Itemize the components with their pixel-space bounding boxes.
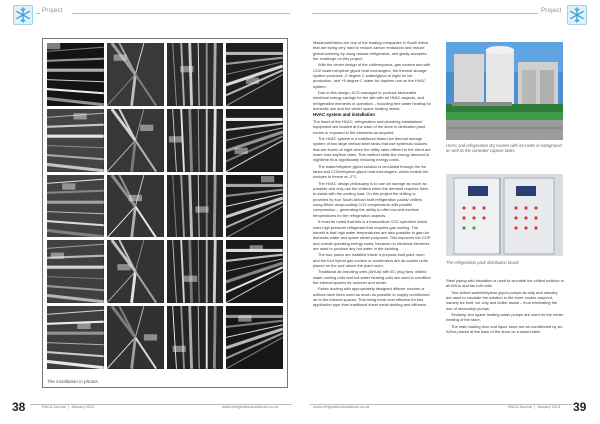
installation-photo	[47, 43, 104, 106]
installation-photo	[167, 175, 224, 238]
installation-photo	[107, 240, 164, 303]
installation-photo	[226, 43, 283, 106]
section-label-left: Project	[42, 8, 63, 14]
installation-photo	[226, 175, 283, 238]
installation-photo	[107, 175, 164, 238]
footer-website-left: www.refrigerationandaircon.co.za	[222, 405, 279, 409]
article-paragraph: The HVAC design philosophy is to use ice storage as much as possible and only use the chillers when the demand requires them to assist with the cooling load. On this project the chilling is provided by four South African built refrigeration packs/ chillers using Bitzer reciprocating CO2 compressors with parallel compression – generating the ability to offer low and medium temperatures for the refrigeration aspects.	[313, 180, 429, 218]
issue-date: January 2013	[71, 405, 95, 409]
section-heading: HVAC system and installation	[313, 112, 375, 118]
installation-photo	[167, 43, 224, 106]
installation-photo	[47, 240, 104, 303]
installation-photo	[226, 240, 283, 303]
section-label-right: Project	[541, 8, 562, 14]
article-paragraph: The main trading floor and liquor store are air-conditioned by six AHUs placed at the back of the store on a raised steel	[446, 323, 563, 335]
article-paragraph: Massmart/Makro are one of the leading companies in South Africa that are trying very hard to reduce carbon emissions and reduce global warming by using natural refrigerants, and gladly accepted the challenge on this project.	[313, 40, 429, 62]
footer-journal-left: RACA Journal | January 2013	[42, 405, 95, 409]
issue-date: January 2013	[537, 405, 561, 409]
article-paragraph: Similarly, two space heating water pumps are used for the winter heating of the store.	[446, 312, 564, 323]
article-paragraph: With the clever design of the chillers/packs, gas coolers and with CO2 /water-ethylene glycol heat exchangers, the thermal storage system produces -2 degree C water/glycol at night for ice production, and +5 degree C water for daytime use on the HVAC system.	[313, 62, 431, 89]
footer-website-right: www.refrigerationandaircon.co.za	[313, 405, 370, 409]
photo-grid	[47, 43, 283, 369]
installation-photo	[107, 109, 164, 172]
installation-photo	[47, 306, 104, 369]
snowflake-icon	[13, 5, 33, 25]
photo-caption-dry-coolers: HVAC and refrigeration dry coolers with ice tanks in background as well as the rainwater capture tanks.	[446, 143, 562, 153]
photo-gallery	[42, 38, 288, 388]
article-paragraph: Traditional air-handling units (AHUs) with EC plug fans, chilled water cooling coils and hot water heating coils are used to condition the internal spaces for summer and winter.	[313, 269, 431, 285]
article-paragraph: The four packs are installed inside a purpose-built plant room and the four hybrid gas coolers or condensers are air-cooled units placed on the roof above the plant room.	[313, 252, 428, 268]
header-rule-right-long	[312, 13, 538, 14]
installation-photo	[226, 306, 283, 369]
article-paragraph: The heart of the HVAC, refrigeration and plumbing installations' equipment are located at the back of the store in dedicated plant rooms or exposed to the elements as required.	[313, 118, 426, 135]
article-paragraph: Steel piping with insulation is used to circulate the chilled solution to all AHUs and fan coil units.	[446, 278, 564, 289]
article-paragraph: The water/ethylene glycol solution is circulated through the ice tanks and CO2/ethylene glycol heat exchangers, which enable the nodules to freeze at -2°C.	[313, 163, 429, 180]
distribution-board-photo	[446, 174, 563, 256]
installation-photo	[167, 109, 224, 172]
snowflake-icon	[567, 5, 587, 25]
article-paragraph: Due to this design, ACS managed to produce favourable electrical energy savings for the site with all HVAC aspects, and refrigeration elements in operation – including free water heating for domestic use and the winter space heating needs.	[313, 90, 431, 112]
footer-journal-right: RACA Journal | January 2013	[508, 405, 561, 409]
journal-name: RACA Journal	[508, 405, 532, 409]
article-paragraph: Two chilled water/ethylene glycol pumps as duty and standby are used to circulate the solution in the three modes required, namely ice built, ice only and chiller assist – thus eliminating the use of secondary pumps.	[446, 289, 558, 311]
header-rule-left-long	[72, 13, 290, 14]
installation-photo	[167, 306, 224, 369]
dry-coolers-photo	[446, 42, 563, 140]
installation-photo	[47, 109, 104, 172]
page-number-left: 38	[12, 400, 26, 414]
installation-photo	[107, 306, 164, 369]
installation-photo	[47, 175, 104, 238]
installation-photo	[167, 240, 224, 303]
page-number-right: 39	[573, 400, 587, 414]
article-column-2	[446, 278, 564, 335]
article-paragraph: Fabric ducting with appropriately designed diffuser nozzles or orifices have been used as much as possible to supply conditioned air to the internal spaces. This being more cost effective for this application type than traditional sheet metal ducting and diffusers.	[313, 286, 430, 308]
article-paragraph: The HVAC system is a traditional Makro ice thermal storage system of two large vertical steel tanks that use spherical nodules that are frozen at night when the utility rates offered to the client are lower than daytime rates. This method shifts the energy demand to nighttime thus significantly reducing energy costs.	[313, 136, 431, 163]
article-paragraph: It must be noted that this is a transcritical CO2 operation which uses high pressure refrigerant that requires gas cooling. The benefit is that high water temperatures are also possible to gain for domestic water and space winter purposes. This improves the COP and overall operating energy costs, because no electrical elements are used to produce any hot water in the building.	[313, 219, 431, 251]
header-rule-left	[36, 13, 40, 14]
article-column-1	[313, 40, 431, 309]
installation-photo	[107, 43, 164, 106]
photo-caption-board: The refrigeration pack distribution board.	[446, 260, 520, 265]
installation-photo	[226, 109, 283, 172]
journal-name: RACA Journal	[42, 405, 66, 409]
gallery-caption: The installation in photos.	[47, 379, 100, 384]
